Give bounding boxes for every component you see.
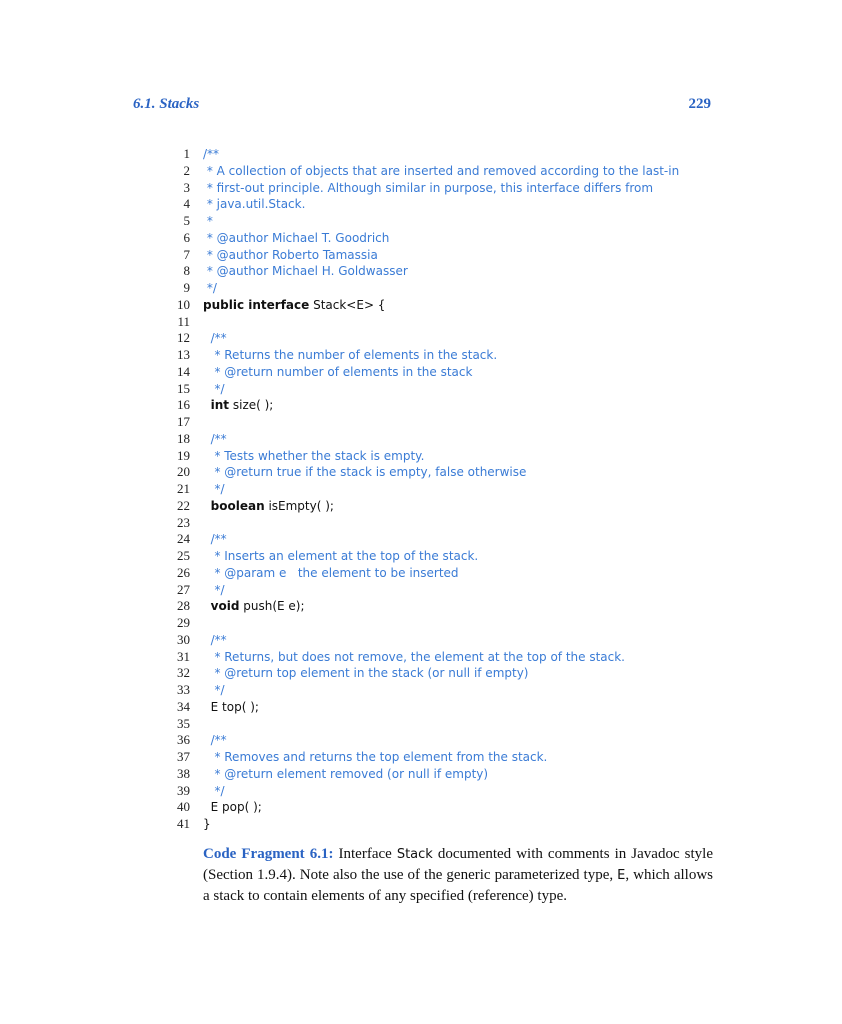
code-line [166, 364, 726, 381]
line-number: 13 [177, 347, 190, 362]
code-line [166, 330, 726, 347]
code-line [166, 263, 726, 280]
line-number: 14 [177, 363, 190, 379]
line-number: 23 [177, 514, 190, 530]
code-comment: */ [203, 783, 225, 798]
code-text: E top( ); [210, 699, 259, 714]
code-line [166, 431, 726, 448]
code-comment: * Inserts an element at the top of the stack. [203, 549, 479, 563]
line-number: 41 [177, 816, 190, 831]
code-statement [203, 397, 273, 414]
code-line [166, 598, 726, 615]
code-line [166, 448, 726, 465]
code-statement [203, 297, 385, 314]
line-number: 24 [177, 531, 190, 547]
code-comment: * [203, 214, 213, 228]
line-number: 37 [177, 749, 190, 764]
code-comment: /** [203, 147, 220, 161]
code-line [166, 196, 726, 213]
line-number: 16 [177, 397, 190, 413]
code-statement [203, 498, 334, 515]
code-keyword: boolean [210, 498, 265, 513]
code-line [166, 180, 726, 197]
code-caption [203, 844, 713, 907]
code-comment: */ [203, 482, 225, 496]
line-number: 19 [177, 447, 190, 463]
line-number: 8 [183, 263, 190, 279]
code-text: E pop( ); [210, 800, 262, 815]
code-comment: * java.util.Stack. [203, 197, 306, 212]
code-line [166, 464, 726, 481]
code-indent [203, 398, 211, 412]
code-line [166, 531, 726, 548]
code-comment: * @return true if the stack is empty, false otherwise [203, 465, 527, 480]
line-number: 10 [177, 296, 190, 312]
code-line [166, 766, 726, 783]
code-line [166, 699, 726, 716]
code-statement [203, 799, 262, 816]
code-line [166, 732, 726, 749]
line-number: 6 [183, 229, 190, 245]
code-statement [203, 598, 305, 615]
code-line [166, 716, 726, 733]
line-number: 39 [177, 782, 190, 798]
code-comment: * first-out principle. Although similar in purpose, this interface differs from [203, 180, 654, 195]
line-number: 30 [177, 631, 190, 647]
line-number: 33 [177, 682, 190, 697]
code-comment: */ [203, 683, 225, 697]
code-line [166, 347, 726, 364]
code-line [166, 213, 726, 230]
line-number: 2 [183, 162, 190, 178]
line-number: 4 [183, 196, 190, 212]
code-line [166, 783, 726, 800]
code-line [166, 397, 726, 414]
caption-text: , which allows a stack to contain elements of any specified (reference) type. [203, 867, 714, 904]
line-number: 32 [177, 665, 190, 681]
code-line [166, 297, 726, 314]
code-line [166, 481, 726, 498]
code-statement [203, 816, 211, 833]
code-line [166, 280, 726, 297]
line-number: 29 [177, 615, 190, 630]
line-number: 27 [177, 581, 190, 597]
line-number: 38 [177, 765, 190, 781]
caption-text: Interface [333, 846, 397, 862]
code-line [166, 146, 726, 163]
line-number: 7 [183, 246, 190, 262]
line-number: 5 [183, 213, 190, 228]
code-line [166, 548, 726, 565]
code-comment: /** [203, 632, 227, 647]
code-line [166, 247, 726, 264]
line-number: 11 [177, 313, 190, 329]
caption-text: documented with comments in Javadoc style (Section 1.9.4). Note also the use of the generic parameterized type, [203, 846, 713, 883]
line-number: 12 [177, 330, 190, 346]
code-statement [203, 699, 259, 716]
code-line [166, 565, 726, 582]
code-comment: * Returns, but does not remove, the element at the top of the stack. [203, 649, 625, 664]
code-text: Stack<E> { [309, 297, 386, 312]
line-number: 28 [177, 598, 190, 614]
code-line [166, 163, 726, 180]
line-number: 1 [183, 146, 190, 161]
code-line [166, 381, 726, 398]
code-line [166, 665, 726, 682]
line-number: 26 [177, 564, 190, 580]
code-line [166, 498, 726, 515]
code-line [166, 230, 726, 247]
code-comment: * @param e the element to be inserted [203, 565, 459, 580]
line-number: 18 [177, 430, 190, 446]
code-indent [203, 700, 211, 714]
code-comment: * @return element removed (or null if empty) [203, 766, 489, 781]
line-number: 15 [177, 380, 190, 396]
code-text: isEmpty( ); [264, 498, 334, 513]
code-indent [203, 599, 211, 613]
code-line [166, 816, 726, 833]
code-line [166, 314, 726, 331]
line-number: 34 [177, 698, 190, 714]
code-comment: * @author Michael H. Goldwasser [203, 264, 408, 279]
code-listing [166, 146, 726, 833]
code-text: push(E e); [239, 599, 305, 614]
code-comment: */ [203, 281, 217, 295]
code-comment: * A collection of objects that are inserted and removed according to the last-in [203, 163, 680, 178]
code-line [166, 632, 726, 649]
code-text: size( ); [229, 398, 274, 413]
code-comment: * Removes and returns the top element from the stack. [203, 750, 548, 764]
code-comment: /** [203, 733, 227, 748]
code-keyword: int [210, 398, 230, 413]
line-number: 9 [183, 280, 190, 295]
code-line [166, 515, 726, 532]
code-line [166, 749, 726, 766]
caption-code-term: E [617, 868, 626, 883]
caption-code-term: Stack [396, 847, 433, 862]
line-number: 35 [177, 715, 190, 731]
code-text: } [203, 817, 211, 831]
code-comment: /** [203, 331, 227, 346]
code-comment: * Tests whether the stack is empty. [203, 448, 425, 463]
page-number: 229 [688, 96, 711, 112]
code-comment: */ [203, 381, 225, 396]
line-number: 3 [183, 179, 190, 195]
code-keyword: void [210, 599, 240, 614]
section-title: 6.1. Stacks [133, 96, 200, 112]
line-number: 22 [177, 497, 190, 513]
code-keyword: public interface [203, 297, 310, 312]
caption-label: Code Fragment 6.1: [203, 846, 334, 862]
code-comment: */ [203, 582, 225, 597]
code-comment: * Returns the number of elements in the stack. [203, 348, 498, 362]
code-comment: * @return number of elements in the stack [203, 364, 473, 379]
code-line [166, 682, 726, 699]
code-line [166, 799, 726, 816]
line-number: 20 [177, 464, 190, 480]
line-number: 17 [177, 414, 190, 429]
code-line [166, 615, 726, 632]
code-comment: * @author Michael T. Goodrich [203, 230, 390, 245]
code-comment: * @author Roberto Tamassia [203, 247, 378, 262]
code-comment: /** [203, 532, 227, 547]
code-indent [203, 800, 211, 814]
line-number: 36 [177, 732, 190, 748]
code-comment: /** [203, 431, 227, 446]
line-number: 31 [177, 648, 190, 664]
code-line [166, 414, 726, 431]
line-number: 21 [177, 481, 190, 496]
code-indent [203, 499, 211, 513]
line-number: 40 [177, 799, 190, 815]
code-comment: * @return top element in the stack (or null if empty) [203, 666, 529, 681]
code-line [166, 582, 726, 599]
code-line [166, 649, 726, 666]
line-number: 25 [177, 548, 190, 563]
running-head [133, 96, 711, 118]
